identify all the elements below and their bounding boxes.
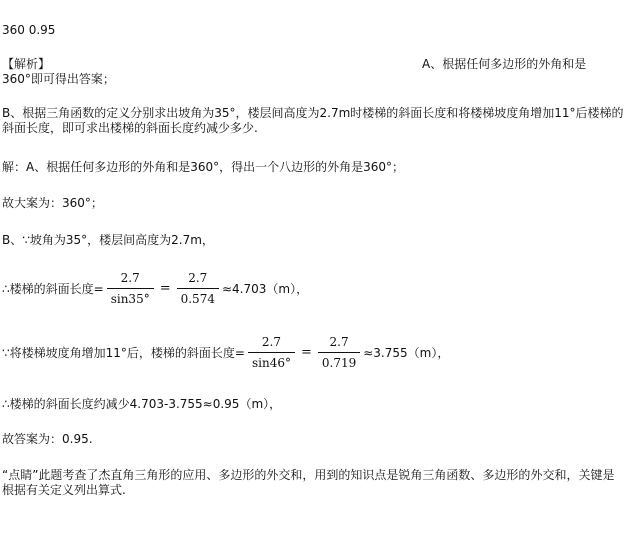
analysis-heading: 【解析】: [2, 57, 51, 71]
equation-length-46: [2, 334, 449, 371]
solution-part-a: 解：A、根据任何多边形的外角和是360°，得出一个八边形的外角是360°；: [2, 160, 405, 174]
equation-result: ≈4.703（m），: [221, 282, 309, 296]
fraction-numerator: 2.7: [120, 271, 140, 285]
fraction-sin46: [248, 334, 295, 371]
answer-line: 360 0.95: [2, 23, 56, 37]
fraction-denominator: sin35°: [107, 288, 154, 307]
fraction-numerator: 2.7: [188, 271, 208, 285]
fraction-denominator: sin46°: [248, 352, 295, 371]
part-a-answer: 故大案为：360°；: [2, 196, 103, 210]
fraction-denominator: 0.719: [318, 352, 360, 371]
comment-note: “点睛”此题考查了杰直角三角形的应用、多边形的外交和，用到的知识点是锐角三角函数、多边形的外交和，关键是根据有关定义列出算式.: [2, 468, 615, 497]
fraction-0574: [177, 270, 219, 307]
equation-prefix: ∵将楼梯坡度角增加11°后，楼梯的斜面长度=: [2, 346, 245, 360]
fraction-0719: [318, 334, 360, 371]
fraction-denominator: 0.574: [177, 288, 219, 307]
fraction-numerator: 2.7: [329, 335, 349, 349]
fraction-numerator: 2.7: [261, 335, 282, 349]
equation-prefix: ∴楼梯的斜面长度=: [2, 282, 104, 296]
part-b-given: B、∵坡角为35°，楼层间高度为2.7m，: [2, 233, 214, 247]
part-b-hint: B、根据三角函数的定义分别求出坡角为35°，楼层间高度为2.7m时楼梯的斜面长度和将楼梯坡度角增加11°后楼梯的斜面长度，即可求出楼梯的斜面长度约减少多少.: [2, 106, 624, 135]
analysis-header-line: [2, 57, 628, 72]
part-b-answer: 故答案为：0.95.: [2, 432, 93, 446]
equation-result: ≈3.755（m），: [363, 346, 450, 360]
part-a-hint-continued: 360°即可得出答案；: [2, 72, 115, 86]
equation-length-35: [2, 270, 308, 307]
part-a-hint: A、根据任何多边形的外角和是: [422, 57, 587, 71]
reduction-line: ∴楼梯的斜面长度约减少4.703-3.755≈0.95（m），: [2, 397, 282, 411]
fraction-sin35: [107, 270, 154, 307]
equals-sign: =: [159, 281, 171, 296]
equals-sign: =: [300, 345, 312, 360]
